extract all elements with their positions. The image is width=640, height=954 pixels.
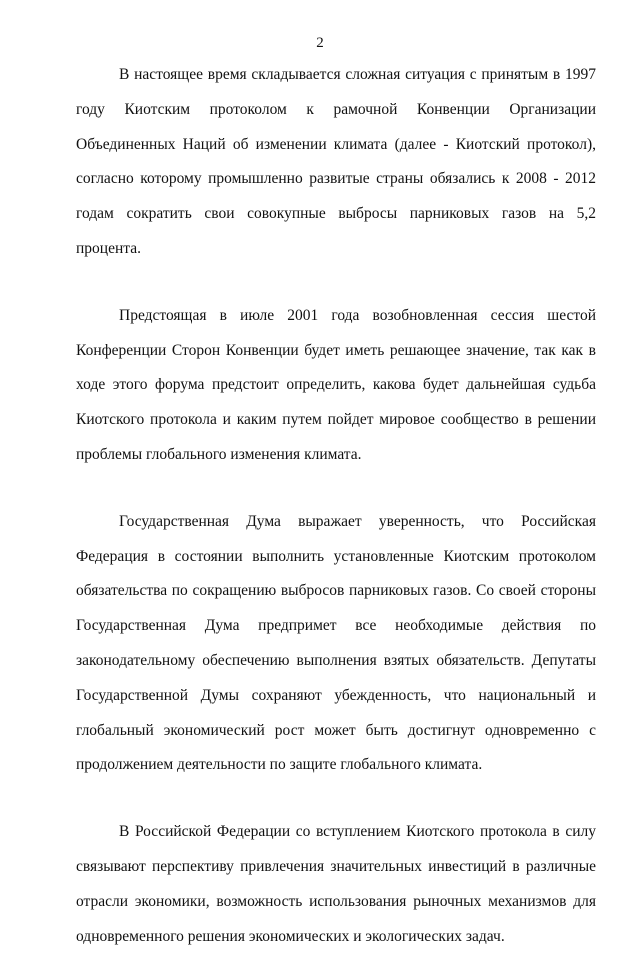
text-line: одновременного решения экономических и экологических задач. — [76, 927, 505, 945]
paragraph-kyoto-situation — [76, 58, 596, 267]
paragraph-gap — [76, 267, 596, 299]
paragraph-state-duma — [76, 505, 596, 783]
text-line: отрасли экономики, возможность использования рыночных механизмов для — [76, 892, 596, 910]
text-line: В настоящее время складывается сложная ситуация с принятым в 1997 — [119, 66, 596, 83]
text-line: Предстоящая в июле 2001 года возобновленная сессия шестой — [119, 306, 596, 324]
text-line: глобальный экономический рост может быть достигнут одновременно с — [76, 721, 596, 739]
text-line: согласно которому промышленно развитые страны обязались к 2008 - 2012 — [76, 170, 596, 188]
text-line: Киотского протокола и каким путем пойдет мировое сообщество в решении — [76, 411, 596, 429]
paragraph-gap — [76, 783, 596, 815]
text-line: Конференции Сторон Конвенции будет иметь решающее значение, так как в — [76, 341, 596, 359]
text-line: Объединенных Наций об изменении климата (далее - Киотский протокол), — [76, 135, 596, 153]
paragraph-gap — [76, 473, 596, 505]
page-number: 2 — [316, 35, 324, 51]
text-line: процента. — [76, 239, 141, 257]
text-line: продолжением деятельности по защите глобального климата. — [76, 756, 483, 774]
text-line: связывают перспективу привлечения значительных инвестиций в различные — [76, 857, 596, 875]
text-line: годам сократить свои совокупные выбросы парниковых газов на 5,2 — [76, 205, 596, 223]
text-line: году Киотским протоколом к рамочной Конвенции Организации — [76, 100, 596, 118]
text-line: Федерация в состоянии выполнить установленные Киотским протоколом — [76, 547, 596, 565]
paragraph-conference-session — [76, 299, 596, 473]
text-line: Государственной Думы сохраняют убежденность, что национальный и — [76, 686, 596, 704]
text-line: обязательства по сокращению выбросов парниковых газов. Со своей стороны — [76, 582, 596, 600]
paragraph-russian-federation — [76, 815, 596, 954]
text-line: законодательному обеспечению выполнения взятых обязательств. Депутаты — [76, 651, 596, 669]
text-line: Государственная Дума выражает уверенность, что Российская — [119, 512, 596, 530]
text-line: ходе этого форума предстоит определить, какова будет дальнейшая судьба — [76, 376, 596, 394]
document-body — [76, 58, 596, 954]
text-line: В Российской Федерации со вступлением Киотского протокола в силу — [119, 823, 596, 841]
text-line: Государственная Дума предпримет все необходимые действия по — [76, 617, 596, 635]
text-line: проблемы глобального изменения климата. — [76, 445, 362, 463]
